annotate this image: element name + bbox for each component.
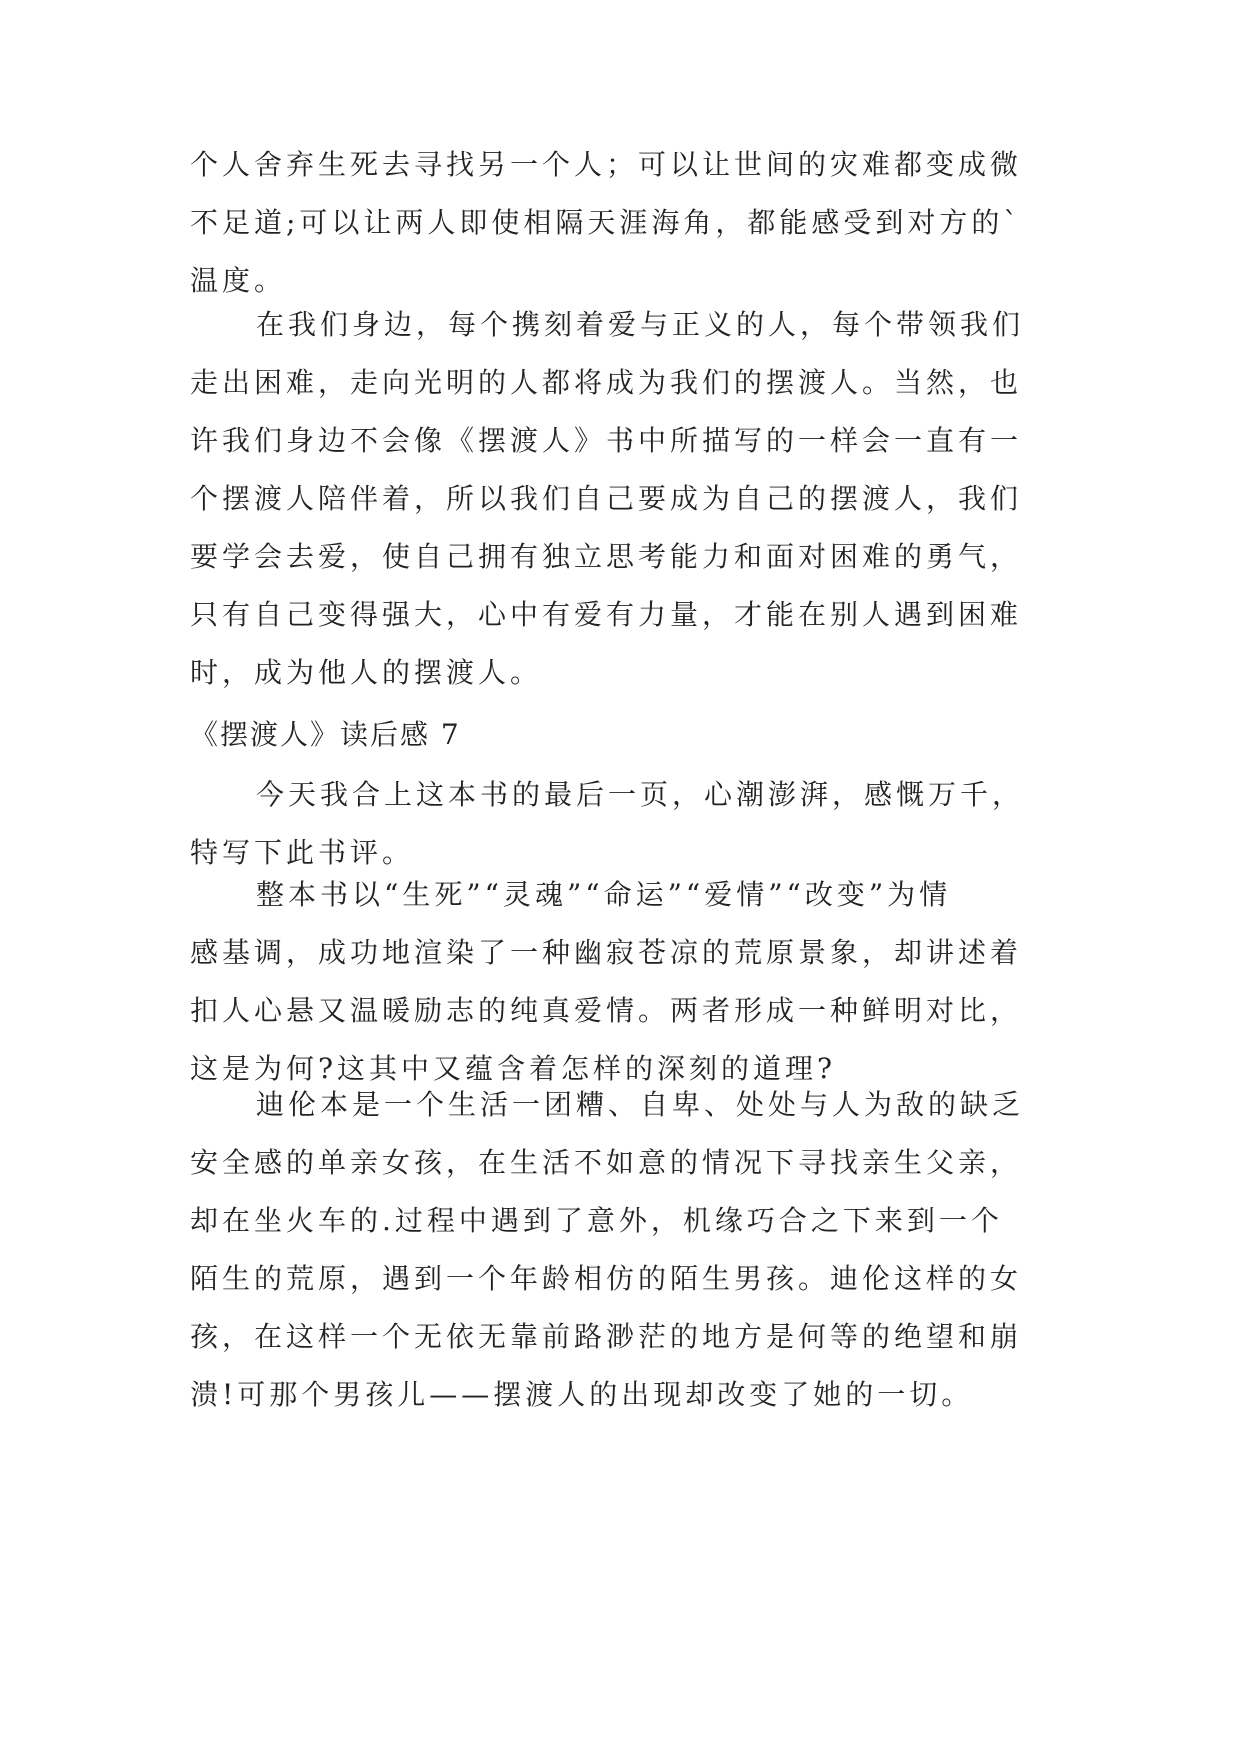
text-line: 个摆渡人陪伴着，所以我们自己要成为自己的摆渡人，我们: [190, 482, 1023, 515]
text-line: 时，成为他人的摆渡人。: [190, 656, 543, 689]
paragraph-continued-2: [190, 296, 1060, 702]
text-line: 温度。: [190, 264, 287, 297]
paragraph-continued-1: [190, 136, 1060, 310]
text-line: 孩，在这样一个无依无靠前路渺茫的地方是何等的绝望和崩: [190, 1320, 1023, 1353]
text-line: 安全感的单亲女孩，在生活不如意的情况下寻找亲生父亲，: [190, 1146, 1023, 1179]
text-line: 陌生的荒原，遇到一个年龄相仿的陌生男孩。迪伦这样的女: [190, 1262, 1023, 1295]
text-line: 这是为何?这其中又蕴含着怎样的深刻的道理?: [190, 1052, 837, 1085]
section7-paragraph-1: [190, 766, 1060, 882]
text-line: 今天我合上这本书的最后一页，心潮澎湃，感慨万千，: [256, 778, 1025, 811]
section-heading: 《摆渡人》读后感 7: [190, 718, 461, 751]
text-line: 整本书以“生死”“灵魂”“命运”“爱情”“改变”为情: [256, 878, 952, 911]
text-line: 感基调，成功地渲染了一种幽寂苍凉的荒原景象，却讲述着: [190, 936, 1023, 969]
text-line: 个人舍弃生死去寻找另一个人；可以让世间的灾难都变成微: [190, 148, 1023, 181]
text-line: 要学会去爱，使自己拥有独立思考能力和面对困难的勇气，: [190, 540, 1023, 573]
text-line: 迪伦本是一个生活一团糟、自卑、处处与人为敌的缺乏: [256, 1088, 1025, 1121]
text-line: 扣人心悬又温暖励志的纯真爱情。两者形成一种鲜明对比，: [190, 994, 1023, 1027]
text-line: 溃!可那个男孩儿——摆渡人的出现却改变了她的一切。: [190, 1378, 974, 1411]
text-line: 只有自己变得强大，心中有爱有力量，才能在别人遇到困难: [190, 598, 1023, 631]
text-line: 走出困难，走向光明的人都将成为我们的摆渡人。当然，也: [190, 366, 1023, 399]
section7-paragraph-2: [190, 866, 1060, 1098]
text-line: 不足道;可以让两人即使相隔天涯海角，都能感受到对方的`: [190, 206, 1022, 239]
text-line: 却在坐火车的.过程中遇到了意外，机缘巧合之下来到一个: [190, 1204, 1003, 1237]
text-line: 许我们身边不会像《摆渡人》书中所描写的一样会一直有一: [190, 424, 1023, 457]
text-line: 在我们身边，每个携刻着爱与正义的人，每个带领我们: [256, 308, 1025, 341]
text-line: 特写下此书评。: [190, 836, 415, 869]
section7-paragraph-3: [190, 1076, 1060, 1424]
